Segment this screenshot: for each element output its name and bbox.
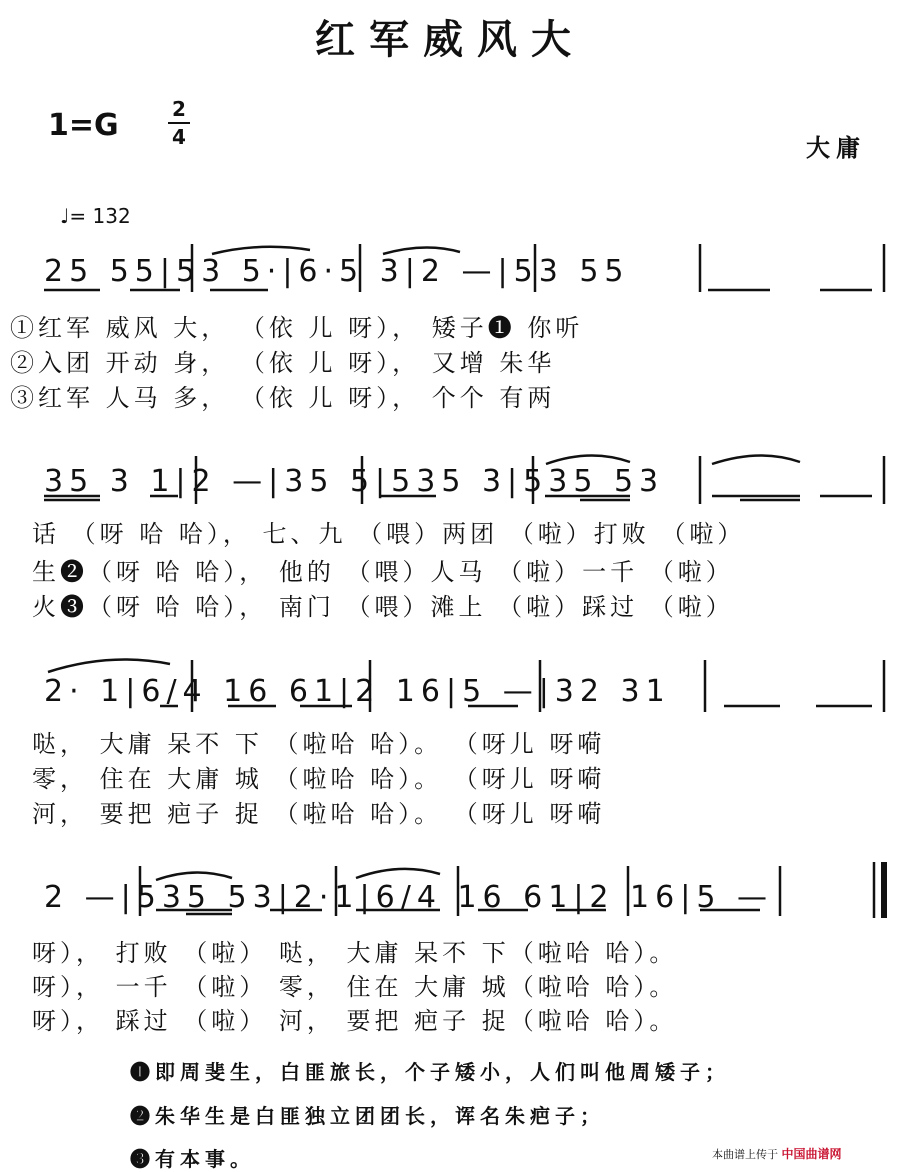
lyric-line-4-verse-2: 呀）， 一千 （啦） 零， 住在 大庸 城（啦哈 哈）。 [32,973,678,1001]
time-signature-bottom: 4 [172,125,186,149]
credit-prefix: 本曲谱上传于 [712,1148,778,1161]
composer: 大庸 [806,133,866,162]
footnote-2: ❷朱华生是白匪独立团团长，诨名朱疤子； [130,1104,605,1128]
lyric-line-2-verse-2: 生❷（呀 哈 哈）， 他的 （喂）人马 （啦）一千 （啦） [32,558,734,586]
key-signature: 1=G [48,108,119,143]
notation-line-1: 25 55|53 5·|6·5 3|2 —|53 55 [44,254,630,289]
notation-line-3: 2· 1|6/4 16 61|2 16|5 —|32 31 [44,674,671,709]
song-title: 红军威风大 [315,16,585,63]
lyric-line-2-verse-1: 话 （呀 哈 哈）， 七、九 （喂）两团 （啦）打败 （啦） [32,520,746,548]
lyric-line-4-verse-3: 呀）， 踩过 （啦） 河， 要把 疤子 捉（啦哈 哈）。 [32,1007,678,1035]
time-signature-top: 2 [172,97,186,121]
lyric-line-1-verse-1: ①红军 威风 大， （依 儿 呀）， 矮子❶ 你听 [10,314,584,342]
lyric-line-1-verse-3: ③红军 人马 多， （依 儿 呀）， 个个 有两 [10,384,556,412]
lyric-line-3-verse-2: 零， 住在 大庸 城 （啦哈 哈）。 （呀儿 呀嗬 [32,765,606,793]
lyric-line-4-verse-1: 呀）， 打败 （啦） 哒， 大庸 呆不 下（啦哈 哈）。 [32,939,678,967]
footnote-1: ❶即周斐生，白匪旅长，个子矮小，人们叫他周矮子； [130,1060,730,1084]
footnote-3: ❸有本事。 [130,1147,255,1171]
tempo-marking: ♩= 132 [60,204,131,228]
lyric-line-3-verse-3: 河， 要把 疤子 捉 （啦哈 哈）。 （呀儿 呀嗬 [32,800,606,828]
lyric-line-2-verse-3: 火❸（呀 哈 哈）， 南门 （喂）滩上 （啦）踩过 （啦） [32,593,734,621]
notation-line-2: 35 3 1|2 —|35 5|535 3|535 53 [44,464,665,499]
lyric-line-1-verse-2: ②入团 开动 身， （依 儿 呀）， 又增 朱华 [10,349,556,377]
lyric-line-3-verse-1: 哒， 大庸 呆不 下 （啦哈 哈）。 （呀儿 呀嗬 [32,730,606,758]
credit-site: 中国曲谱网 [781,1147,842,1161]
notation-line-4: 2 —|535 53|2·1|6/4 16 61|2 16|5 — [44,880,773,915]
